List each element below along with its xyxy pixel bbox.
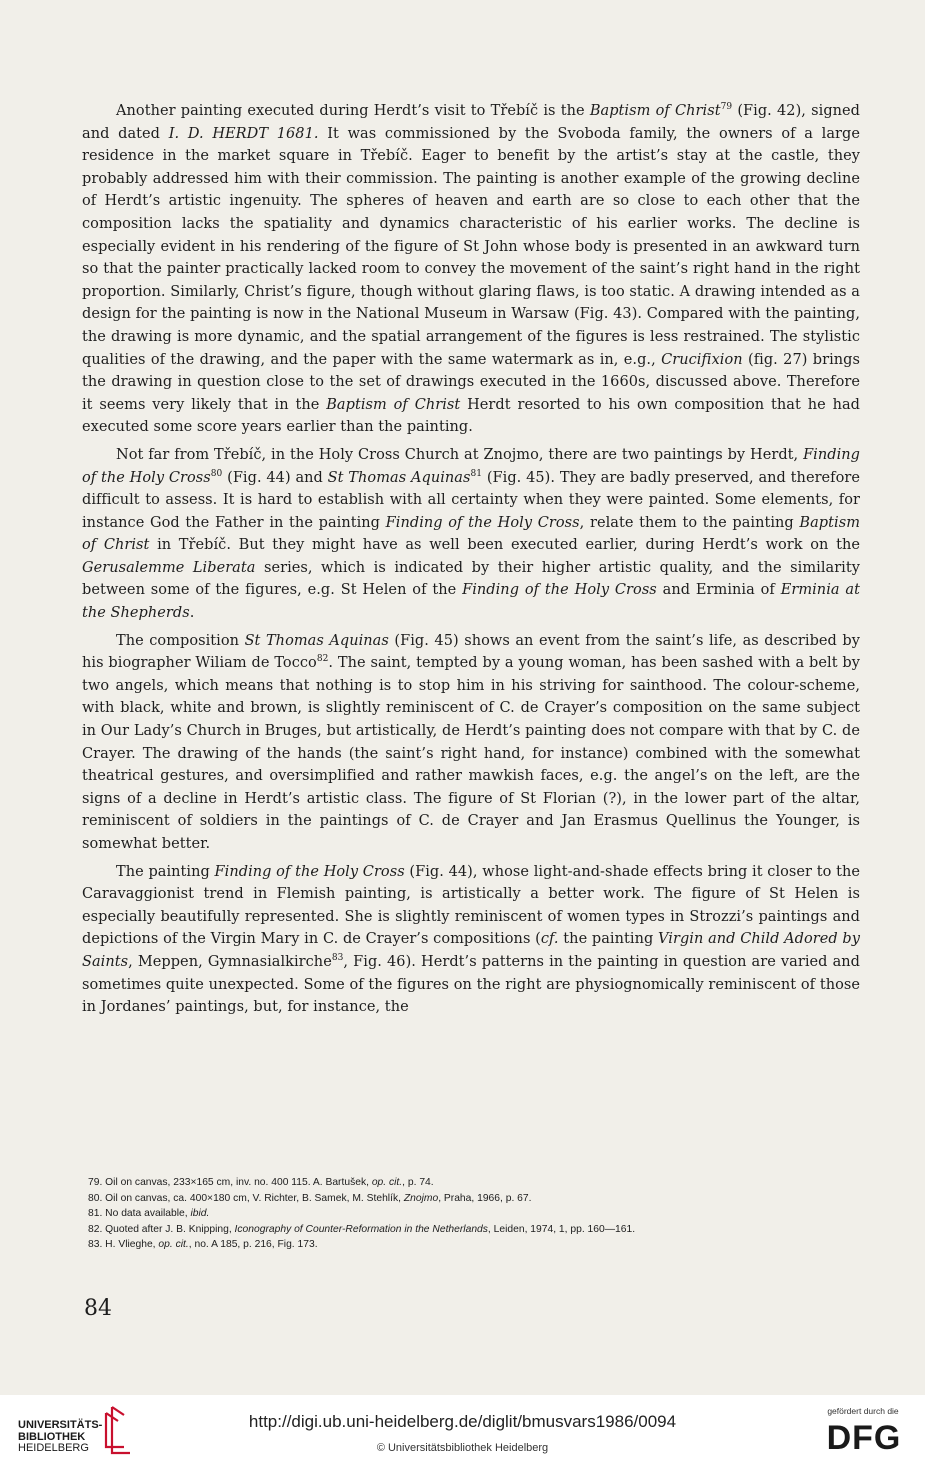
text-run: and Erminia of [656,582,781,599]
paragraph [82,444,860,625]
text-run: Finding of the Holy Cross [214,863,405,880]
paragraph [82,100,860,439]
text-run: Finding of the Holy Cross [385,514,580,531]
text-run: Baptism of Christ [326,396,461,413]
dfg-logo: DFG [826,1419,902,1457]
library-name-line: HEIDELBERG [18,1442,89,1454]
text-run: ibid. [190,1208,210,1219]
text-run: Erminia at the Shepherds [82,582,860,622]
footnote-ref: 82 [316,654,329,665]
footnote-ref: 80 [210,468,223,479]
footnotes [88,1175,848,1253]
text-run: Baptism of Christ [82,514,860,554]
paragraph [82,630,860,856]
text-run: Znojmo [403,1192,439,1204]
text-run: , no. A 185, p. 216, Fig. 173. [188,1239,318,1250]
text-run: Herdt resorted to his own composition that he had executed some score years earlier than the painting. [82,396,860,436]
text-run: 79. Oil on canvas, 233×165 cm, inv. no. 400 115. A. Bartušek, [88,1177,372,1188]
text-run: , Fig. 46). Herdt’s patterns in the painting in question are varied and sometimes quite unexpected. Some of the figures on the right are physiognomically reminiscent of those in Jordanes’ paintings, but, for instance, the [82,953,860,1016]
text-run: Crucifixion [661,351,743,368]
footnote-ref: 79 [720,102,733,113]
page-number: 84 [84,1296,112,1321]
text-run: 82. Quoted after J. B. Knipping, [88,1223,235,1235]
text-run: . [189,605,195,622]
text-run: series, which is indicated by their higher artistic quality, and the similarity between some of the figures, e.g. St Helen of the [82,559,860,599]
footnote [88,1222,848,1238]
footnote [88,1206,848,1222]
text-run: (fig. 27) brings the drawing in question close to the set of drawings executed in the 1660s, discussed above. Therefore it seems very likely that in the [82,351,860,413]
text-run: 80. Oil on canvas, ca. 400×180 cm, V. Richter, B. Samek, M. Stehlík, [88,1192,404,1204]
text-run: , Leiden, 1974, 1, pp. 160—161. [487,1223,636,1235]
text-run: (Fig. 45). They are badly preserved, and therefore difficult to assess. It is hard to establish with all certainty when they were painted. Some elements, for instance God the Father in the painting [82,469,860,531]
library-name-line: UNIVERSITÄTS- [18,1419,103,1431]
paragraph [82,861,860,1019]
text-run: I. D. HERDT 1681. [168,125,319,142]
text-run: , Praha, 1966, p. 67. [438,1192,532,1204]
text-run: (Fig. 44) and [222,469,328,486]
text-run: Finding of the Holy Cross [462,582,657,599]
body-text [82,100,860,1024]
text-run: in Třebíč. But they might have as well been executed earlier, during Herdt’s work on the [149,537,860,554]
text-run: op. cit. [371,1177,403,1188]
text-run: Gerusalemme Liberata [82,559,256,576]
footnote-ref: 81 [470,468,483,479]
text-run: the painting [558,931,659,948]
text-run: Another painting executed during Herdt’s visit to Třebíč is the [116,103,590,119]
text-run: (Fig. 45) shows an event from the saint’s life, as described by his biographer Wiliam de Tocco [82,632,860,672]
library-name-line: BIBLIOTHEK [18,1430,86,1443]
text-run: St Thomas Aquinas [327,469,471,486]
text-run: , p. 74. [402,1177,434,1188]
text-run: Baptism of Christ [589,103,721,119]
text-run: 83. H. Vlieghe, [88,1239,159,1250]
text-run: , relate them to the painting [579,514,800,531]
text-run: The composition [116,632,245,649]
text-run: (Fig. 44), whose light-and-shade effects bring it closer to the Caravaggionist trend in Flemish painting, is artistically a better work. The figure of St Helen is especially beautifully represented. She is slightly reminiscent of women types in Strozzi’s paintings and depictions of the Virgin Mary in C. de Crayer’s compositions ( [82,863,860,948]
text-run: , Meppen, Gymnasialkirche [128,953,332,970]
footnote [88,1191,848,1207]
text-run: Finding of the Holy Cross [82,446,860,486]
footnote-ref: 83 [331,953,344,964]
text-run: op. cit. [158,1239,189,1250]
text-run: (Fig. 42), signed and dated [82,103,861,142]
text-run: It was commissioned by the Svoboda family, the owners of a large residence in the market square in Třebíč. Eager to benefit by the artist’s stay at the castle, they probably addressed him with their commission. The painting is another example of the growing decline of Herdt’s artistic ingenuity. The spheres of heaven and earth are so close to each other that the composition lacks the spatiality and dynamics characteristic of his earlier works. The decline is especially evident in his rendering of the figure of St John whose body is presented in an awkward turn so that the painter practically lacked room to convey the movement of the saint’s right hand in the right proportion. Similarly, Christ’s figure, though without glaring flaws, is too static. A drawing intended as a design for the painting is now in the National Museum in Warsaw (Fig. 43). Compared with the painting, the drawing is more dynamic, and the spatial arrangement of the figures is less restrained. The stylistic qualities of the drawing, and the paper with the same watermark as in, e.g., [82,125,860,368]
text-run: 81. No data available, [88,1208,191,1219]
footnote [88,1175,848,1191]
text-run: Iconography of Counter-Reformation in the Netherlands [234,1223,488,1235]
text-run: Virgin and Child Adored by Saints [82,931,861,970]
dfg-funding-label: gefördert durch die [827,1406,899,1416]
text-run: cf. [540,931,559,948]
footnote [88,1237,848,1253]
library-name [18,1420,102,1455]
text-run: St Thomas Aquinas [244,632,389,649]
text-run: Not far from Třebíč, in the Holy Cross Church at Znojmo, there are two paintings by Herdt, [116,446,804,463]
text-run: The painting [116,863,215,880]
footer-url-link[interactable]: http://digi.ub.uni-heidelberg.de/diglit/bmusvars1986/0094 [248,1412,677,1431]
text-run: . The saint, tempted by a young woman, has been sashed with a belt by two angels, which means that nothing is to stop him in his striving for sainthood. The colour-scheme, with black, white and brown, is slightly reminiscent of C. de Crayer’s composition on the same subject in Our Lady’s Church in Bruges, but artistically, de Herdt’s painting does not compare with that by C. de Crayer. The drawing of the hands (the saint’s right hand, for instance) combined with the somewhat theatrical gestures, and oversimplified and rather mawkish faces, e.g. the angel’s on the left, are the signs of a decline in Herdt’s artistic class. The figure of St Florian (?), in the lower part of the altar, reminiscent of soldiers in the paintings of C. de Crayer and Jan Erasmus Quellinus the Younger, is somewhat better. [82,655,860,852]
footer-copyright: © Universitätsbibliothek Heidelberg [376,1442,549,1454]
library-logo-icon [94,1403,134,1459]
